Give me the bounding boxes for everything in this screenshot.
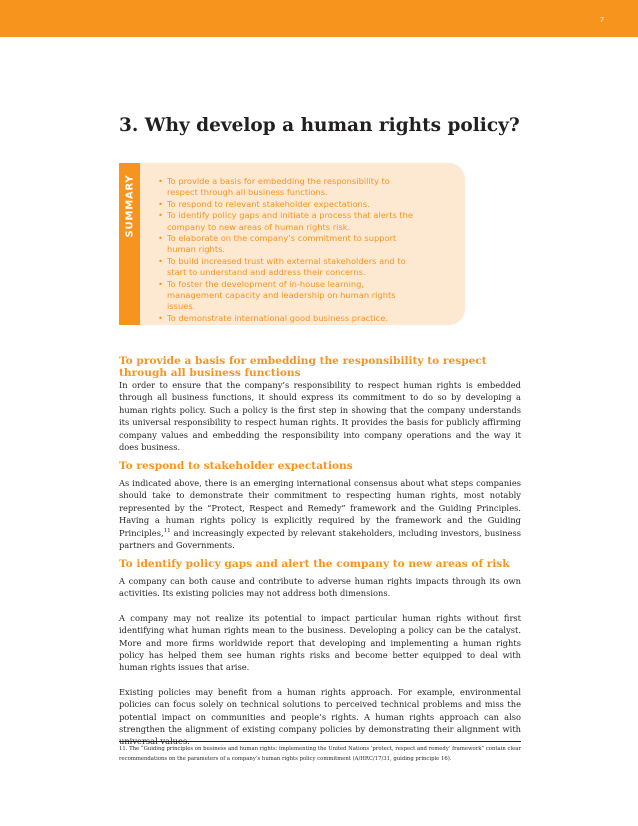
summary-item: • To demonstrate international good business practice. (158, 312, 388, 323)
section-paragraph: A company may not realize its potential to impact particular human rights without first identifying what human rights mean to the business. Developing a policy can be the catalyst. More and more firms worldwide report that developing and implementing a human rights policy has helped them see human rights risks and become better equipped to deal with human rights issues that arise. (119, 612, 521, 673)
bullet-icon: • (158, 233, 163, 244)
footnote-divider (119, 741, 521, 742)
section-heading: To provide a basis for embedding the responsibility to respect through all business functions (119, 355, 487, 379)
section-paragraph: Existing policies may benefit from a human rights approach. For example, environmental policies can focus solely on technical solutions to perceived technical problems and miss the potential impact on communities and people’s rights. A human rights approach can also strengthen the alignment of existing company policies by demonstrating their alignment with (119, 686, 521, 734)
page-title: 3. Why develop a human rights policy? (119, 115, 520, 136)
summary-item: • To foster the development of in-house learning, management capacity and leadership on human rights issues. (158, 278, 396, 312)
section-paragraph: In order to ensure that the company’s responsibility to respect human rights is embedded through all business functions, it should express its commitment to do so by developing a human rights policy. Such a policy is the first step in showing that the company understands its universal responsibility to respect human rights. It provides the basis for publicly affirming company values and embedding the responsibility into company operations and the way it does business. (119, 380, 521, 453)
bullet-icon: • (158, 210, 163, 221)
bullet-icon: • (158, 255, 163, 266)
bullet-icon: • (158, 312, 163, 323)
bullet-icon: • (158, 176, 163, 186)
summary-list (158, 176, 418, 324)
section-paragraph: As indicated above, there is an emerging international consensus about what steps companies should take to demonstrate their commitment to respecting human rights, most notably represented by the “Protect, Respect and Remedy” framework and the Guiding Principles. Having a human rights policy is explicitly required by the framework and the Guiding Principles,$^{11}$ and increasingly expected by relevant stakeholders, including investors, business partners and Governments. (119, 477, 521, 550)
body-text (119, 356, 521, 748)
summary-label: SUMMARY (124, 174, 136, 238)
section-heading: To respond to stakeholder expectations (119, 460, 353, 473)
footnote-ref: 11 (163, 527, 171, 534)
section-paragraph: A company can both cause and contribute to adverse human rights impacts through its own activities. Its existing policies may not address both dimensions. (119, 575, 521, 599)
page-number: 7 (600, 17, 604, 24)
bullet-icon: • (158, 278, 163, 289)
section-heading: To identify policy gaps and alert the company to new areas of risk (119, 558, 510, 571)
summary-item: • To respond to relevant stakeholder expectations. (158, 198, 370, 209)
footnote: 11. The “Guiding principles on business and human rights: implementing the United Nations ‘protect, respect and remedy’ framework” contain clear recommendations on the parameters of a company’s human rights policy commitment (A/HRC/17/31, guiding principle 16). (119, 746, 521, 762)
summary-item: • To provide a basis for embedding the responsibility to respect through all business functions. (158, 176, 390, 198)
summary-item: • To elaborate on the company’s commitment to support human rights. (158, 233, 397, 255)
summary-item: • To identify policy gaps and initiate a process that alerts the company to new areas of human rights risk. (158, 210, 414, 232)
bullet-icon: • (158, 198, 163, 209)
summary-item: • To build increased trust with external stakeholders and to start to understand and address their concerns. (158, 255, 406, 278)
header-bar (0, 0, 638, 37)
